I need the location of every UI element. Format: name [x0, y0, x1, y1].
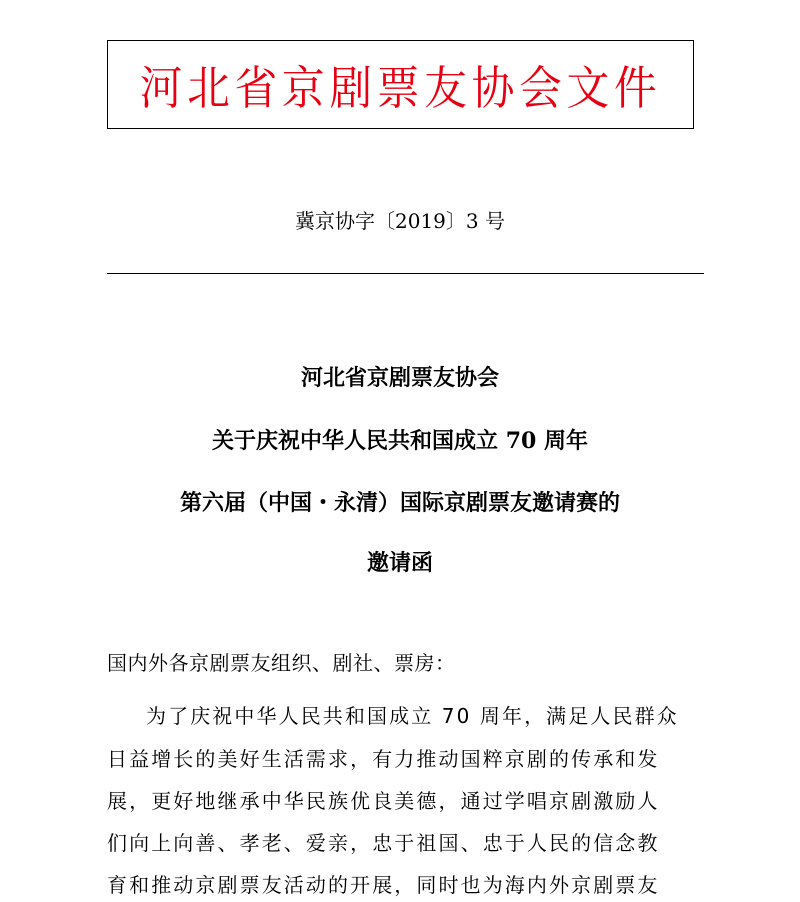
masthead-title: 河北省京剧票友协会文件: [139, 60, 662, 115]
body-line-5: 育和推动京剧票友活动的开展，同时也为海内外京剧票友: [107, 873, 660, 897]
title-line-2: 关于庆祝中华人民共和国成立 70 周年: [212, 428, 588, 454]
addressee: 国内外各京剧票友组织、剧社、票房：: [107, 651, 456, 675]
document-masthead: [107, 40, 694, 129]
body-line-4: 们向上向善、孝老、爱亲，忠于祖国、忠于人民的信念教: [107, 831, 660, 855]
body-line-2: 日益增长的美好生活需求，有力推动国粹京剧的传承和发: [107, 747, 660, 771]
body-line-3: 展，更好地继承中华民族优良美德，通过学唱京剧激励人: [107, 789, 660, 813]
document-number: 冀京协字〔2019〕3 号: [295, 209, 505, 233]
title-line-3: 第六届（中国・永清）国际京剧票友邀请赛的: [179, 490, 620, 516]
header-divider: [107, 273, 704, 274]
title-line-1: 河北省京剧票友协会: [300, 365, 499, 391]
title-line-4: 邀请函: [366, 550, 433, 576]
body-line-1: 为了庆祝中华人民共和国成立 70 周年，满足人民群众: [146, 704, 679, 728]
